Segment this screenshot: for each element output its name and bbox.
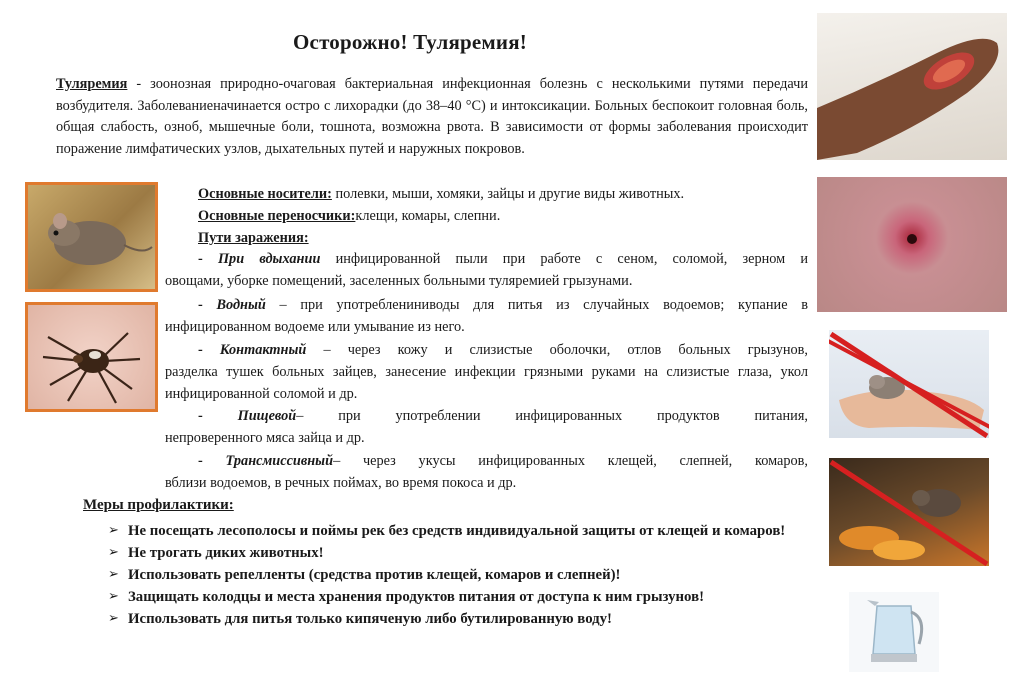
route-name: Трансмиссивный [225,453,334,469]
route-text: инфицированной пыли при работе с сеном, соломой, зерном и [320,251,808,267]
vectors-line [198,206,500,228]
prevention-title: Меры профилактики: [83,497,234,513]
route-vector-rest: вблизи водоемов, в речных поймах, во время покоса и др. [165,475,517,491]
bullet-arrow-icon: ➢ [108,545,119,560]
prevention-item [108,542,813,564]
bullet-arrow-icon: ➢ [108,611,119,626]
route-food-line1 [198,406,808,428]
vectors-text: клещи, комары, слепни. [355,208,501,224]
prevention-text: Использовать репелленты (средства против клещей, комаров и слепней)! [128,567,621,583]
route-text: – через кожу и слизистые оболочки, отлов больных грызунов, [306,342,808,358]
route-vector-line1 [198,451,808,473]
vectors-label: Основные переносчики: [198,208,356,224]
prevention-text: Не трогать диких животных! [128,545,324,561]
mouse-photo [25,182,158,292]
intro-text: - зоонозная природно-очаговая бактериальная инфекционная болезнь с несколькими путями передачи возбудителя. Заболеваниеначинается остро с лихорадки (до 38–40 °С) и интоксикации. Больных беспокоит головная боль, общая слабость, озноб, мышечные боли, тошнота, возможна рвота. В зависимости от формы заболевания происходит поражение лимфатических узлов, дыхательных путей и наружных покровов. [56,76,808,157]
tick-photo [25,302,158,412]
route-contact-line1 [198,340,808,362]
route-dash: - [198,453,226,469]
route-text: – при употреблении инфицированных продуктов питания, [296,408,808,424]
route-text: – при употреблениниводы для питья из случайных водоемов; купание в [265,297,808,313]
food-with-rats-crossed [829,458,989,566]
intro-term: Туляремия [56,76,128,92]
route-text: – через укусы инфицированных клещей, слепней, комаров, [333,453,809,469]
route-dash: - [198,297,217,313]
prevention-item [108,520,813,542]
route-water-rest: инфицированном водоеме или умывание из него. [165,319,465,335]
route-name: Контактный [219,342,307,358]
skin-bite-photo [817,177,1007,312]
carriers-text: полевки, мыши, хомяки, зайцы и другие виды животных. [331,186,685,202]
bullet-arrow-icon: ➢ [108,589,119,604]
prevention-item [108,586,813,608]
prevention-text: Защищать колодцы и места хранения продуктов питания от доступа к ним грызунов! [128,589,705,605]
carriers-label: Основные носители: [198,186,332,202]
route-name: Водный [216,297,266,313]
route-food-rest: непроверенного мяса зайца и др. [165,430,365,446]
hand-with-mouse-crossed [829,330,989,438]
bullet-arrow-icon: ➢ [108,567,119,582]
intro-paragraph [56,74,808,160]
route-inhalation-line1 [198,249,808,271]
prohibition-cross-icon [829,330,989,438]
route-dash: - [198,342,220,358]
page-title: Осторожно! Туляремия! [293,30,527,54]
bullet-arrow-icon: ➢ [108,523,119,538]
electric-kettle-photo [849,592,939,672]
route-dash: - [198,408,238,424]
prevention-item [108,608,813,630]
prevention-text: Использовать для питья только кипяченую либо бутилированную воду! [128,611,612,627]
routes-title: Пути заражения: [198,230,309,246]
route-contact-rest: разделка тушек больных зайцев, занесение инфекции грязными руками на слизистые глаза, укол инфицированной соломой и др. [165,364,808,402]
route-dash: - [198,251,218,267]
route-inhalation-rest: овощами, уборке помещений, заселенных больными туляремией грызунами. [165,273,633,289]
prevention-text: Не посещать лесополосы и поймы рек без средств индивидуальной защиты от клещей и комаров! [128,523,786,539]
route-name: При вдыхании [217,251,321,267]
prevention-item [108,564,813,586]
prevention-list [108,520,813,630]
carriers-line [198,184,684,206]
route-name: Пищевой [237,408,297,424]
route-water-line1 [198,295,808,317]
finger-ulcer-photo [817,13,1007,160]
